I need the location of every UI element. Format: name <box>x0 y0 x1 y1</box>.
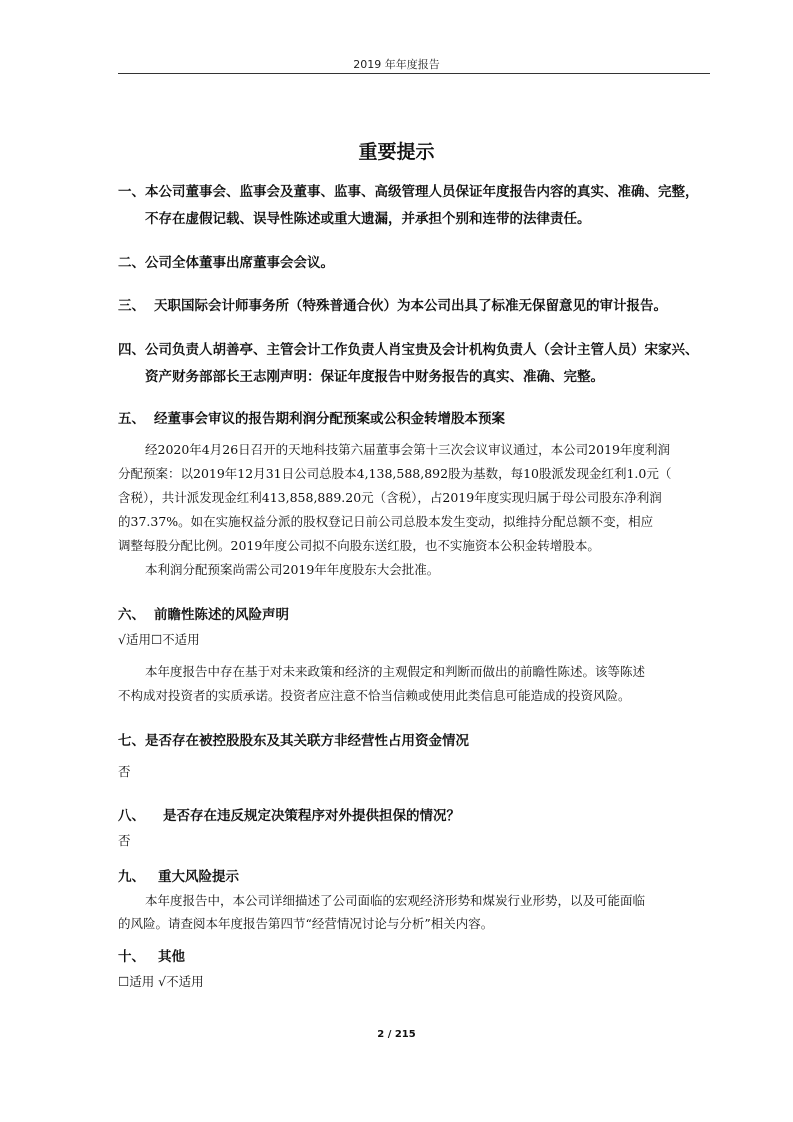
section-5-heading-text: 经董事会审议的报告期利润分配预案或公积金转增股本预案 <box>154 411 505 427</box>
section-6-number: 六、 <box>118 607 145 623</box>
section-7-number: 七、 <box>118 733 145 749</box>
section-5-paragraph-line: 分配预案：以2019年12月31日公司总股本4,138,588,892股为基数，每10股派发现金红利1.0元（ <box>118 466 672 481</box>
section-1-text-2: 不存在虚假记载、误导性陈述或重大遗漏，并承担个别和连带的法律责任。 <box>145 211 591 227</box>
section-1-text-1: 本公司董事会、监事会及董事、监事、高级管理人员保证年度报告内容的真实、准确、完整， <box>145 184 699 200</box>
section-9-paragraph-line: 的风险。请查阅本年度报告第四节“经营情况讨论与分析”相关内容。 <box>118 916 494 931</box>
page-number: 2 / 215 <box>377 1029 416 1040</box>
page-title: 重要提示 <box>358 141 435 163</box>
section-3-text: 天职国际会计师事务所（特殊普通合伙）为本公司出具了标准无保留意见的审计报告。 <box>154 298 667 314</box>
section-4-text-1: 公司负责人胡善亭、主管会计工作负责人肖宝贵及会计机构负责人（会计主管人员）宋家兴、 <box>145 342 699 358</box>
section-6-heading-text: 前瞻性陈述的风险声明 <box>154 607 289 623</box>
section-5-paragraph-line: 经2020年4月26日召开的天地科技第六届董事会第十三次会议审议通过，本公司2019年度利润 <box>145 442 670 457</box>
section-6-heading <box>118 603 289 623</box>
section-8-number: 八、 <box>118 808 145 824</box>
section-8-heading <box>118 804 460 824</box>
section-3 <box>118 294 667 314</box>
section-5-paragraph-line: 调整每股分配比例。2019年度公司拟不向股东送红股，也不实施资本公积金转增股本。 <box>118 538 600 553</box>
section-10-heading-text: 其他 <box>158 949 185 965</box>
section-7-answer: 否 <box>118 764 131 779</box>
section-1-line-1 <box>118 180 699 200</box>
section-10-heading <box>118 945 185 965</box>
running-header: 2019 年年度报告 <box>353 58 440 71</box>
section-4-number: 四、 <box>118 342 145 358</box>
section-7-heading <box>118 729 469 749</box>
header-divider <box>118 73 710 74</box>
section-10-applicability: ☐适用 √不适用 <box>118 974 204 989</box>
section-9-heading <box>118 865 239 885</box>
section-5-approval-note: 本利润分配预案尚需公司2019年年度股东大会批准。 <box>145 562 440 577</box>
section-4-text-2: 资产财务部部长王志刚声明：保证年度报告中财务报告的真实、准确、完整。 <box>145 369 604 385</box>
section-10-number: 十、 <box>118 949 145 965</box>
section-9-number: 九、 <box>118 869 145 885</box>
section-9-heading-text: 重大风险提示 <box>158 869 239 885</box>
section-2 <box>118 251 334 271</box>
section-6-applicability: √适用☐不适用 <box>118 632 200 647</box>
section-8-heading-text: 是否存在违反规定决策程序对外提供担保的情况？ <box>163 808 460 824</box>
section-4-line-1 <box>118 338 699 358</box>
section-6-paragraph-line: 本年度报告中存在基于对未来政策和经济的主观假定和判断而做出的前瞻性陈述。该等陈述 <box>145 664 646 679</box>
section-8-answer: 否 <box>118 833 131 848</box>
section-3-number: 三、 <box>118 298 145 314</box>
section-5-paragraph-line: 的37.37%。如在实施权益分派的股权登记日前公司总股本发生变动，拟维持分配总额不变，相应 <box>118 514 654 529</box>
section-1-number: 一、 <box>118 184 145 200</box>
section-2-number: 二、 <box>118 255 145 271</box>
section-5-paragraph-line: 含税），共计派发现金红利413,858,889.20元（含税），占2019年度实现归属于母公司股东净利润 <box>118 490 662 505</box>
section-5-number: 五、 <box>118 411 145 427</box>
section-5-heading <box>118 407 505 427</box>
section-2-text: 公司全体董事出席董事会会议。 <box>145 255 334 271</box>
section-9-paragraph-line: 本年度报告中，本公司详细描述了公司面临的宏观经济形势和煤炭行业形势，以及可能面临 <box>145 893 646 908</box>
section-7-heading-text: 是否存在被控股股东及其关联方非经营性占用资金情况 <box>145 733 469 749</box>
section-6-paragraph-line: 不构成对投资者的实质承诺。投资者应注意不恰当信赖或使用此类信息可能造成的投资风险。 <box>118 688 631 703</box>
